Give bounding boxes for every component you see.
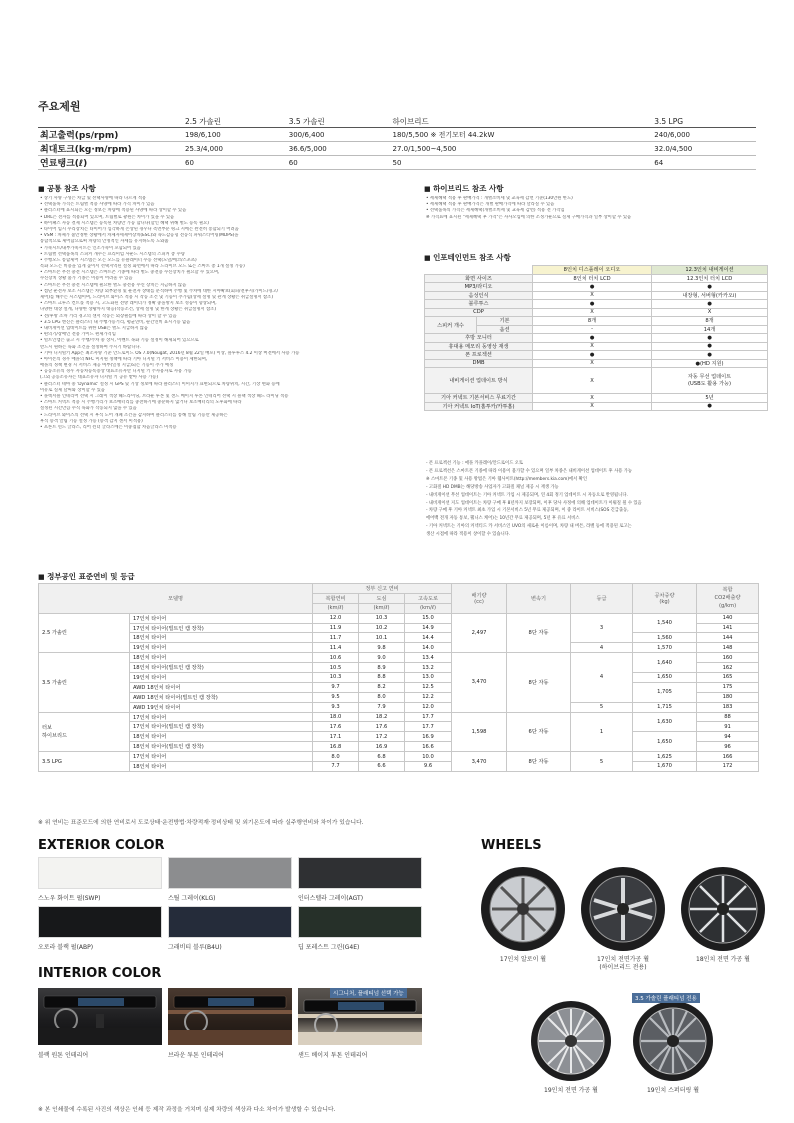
note-line: ※ 가격표에 표시된 "세제혜택 후 가격"은 사사오입에 의한 조정가운으로 실제 구매가격과 일부 상이할 수 있음 bbox=[426, 214, 632, 220]
note-line: 제어)를 해주는 시스템이며, 드라이브 와이즈 적용 시 작동 조건 및 기능이 추가됨(상세 설명 및 관계 상황은 취급설명서 참조) bbox=[40, 295, 273, 300]
note-line: 후석 승객 알림 기능 설정 가능 (승객 감지 센서 미적용) bbox=[40, 418, 143, 424]
common-notes bbox=[40, 196, 416, 431]
note-line: - 차량 구매 후 기아 커넥트 최초 가입 시 기본서비스 5년 무료 제공되며, 이 중 라이트 서비스(SOS 긴급출동, bbox=[426, 508, 629, 514]
specs-table bbox=[38, 116, 756, 170]
note-line: (그외 공동소유자는 대표소유자 디지털 키 공유 받아 사용 가능) bbox=[40, 375, 159, 381]
eco-title: ■ 정부공인 표준연비 및 등급 bbox=[38, 571, 135, 582]
info-notes bbox=[426, 460, 766, 539]
note-line: - 내비게이션 무선 업데이트는 기아 커넥트 가입 시 제공되며, 연 4회 정기 업데이트 시 자동으로 반영됩니다. bbox=[426, 492, 628, 498]
note-line: • 아이폰의 경우 애플의 NFC 미지원 정책에 따라 기아 디지털 키 서비스 이용이 제한되며, bbox=[40, 356, 208, 362]
table-row: AWD 18인치 타이어 9.7 8.2 12.5 1,705 175 bbox=[39, 682, 759, 692]
wheel-label: 19인치 스퍼터링 휠 bbox=[646, 1087, 700, 1094]
note-line: • 내비게이션 업데이트를 위한 USB는 별도 지급하지 않음 bbox=[40, 325, 149, 331]
color-name: 그래비티 블루(B4U) bbox=[168, 944, 222, 951]
color-swatch-deep-forest-green[interactable] bbox=[298, 906, 422, 938]
note-line: • 스마트폰 무선 충전 시스템에 필요한 별도 충전용 수신 장치는 지금하지 않음 bbox=[40, 282, 187, 288]
wheel-label: 18인치 전면 가공 휠 bbox=[696, 956, 750, 963]
wheel-label: (하이브리드 전용) bbox=[599, 964, 647, 971]
eco-note: ※ 위 연비는 표준모드에 의한 연비로서 도로상태·운전방법·차량적재·정비상태 및 외기온도에 따라 실주행연비와 차이가 있습니다. bbox=[38, 820, 364, 826]
interior-label: 블랙 원톤 인테리어 bbox=[38, 1052, 89, 1059]
table-row: 18인치 타이어(빌트인 캠 장착) 10.5 8.9 13.2 162 bbox=[39, 663, 759, 673]
color-swatch-gravity-blue[interactable] bbox=[168, 906, 292, 938]
table-row: 19인치 타이어 11.4 9.8 14.0 4 1,570 148 bbox=[39, 643, 759, 653]
color-swatch-snow-white-pearl[interactable] bbox=[38, 857, 162, 889]
fuel-economy-table: 모델명 정부 신고 연비 배기량 (cc) 변속기 등급 공차중량 (kg) 복합 CO2배출량 (g/km) 복합연비 도심 고속도로 (km/ℓ) (km/ℓ) (km/ℓ) 2.5 가솔린 17인치 타이어 12.0 10.3 15.0 2,497 8단 자동 3 1,540 140 17인치 타이어(빌트인 캠 장착) 11.9 10.2 14.9 141 18인치 타이어 11.7 10.1 14.4 1,560 144 19인치 타이어 11.4 9.8 14.0 4 1,570 148 3.5 가솔린 18인치 타이어 10.6 9.0 13.4 3,470 8단 자동 4 1,640 160 18인치 타이어(빌트인 캠 장착) 10.5 8.9 13.2 162 19인치 타이어 10.3 8.8 13.0 1,650 165 AWD 18인치 타이어 9.7 8.2 12.5 1,705 175 AWD 18인치 타이어(빌트인 캠 장착) 9.5 8.0 12.2 180 AWD 19인치 타이어 9.3 7.9 12.0 5 1,715 183 터보 하이브리드 17인치 타이어 18.0 18.2 17.7 1,598 6단 자동 1 1,630 88 17인치 타이어(빌트인 캠 장착) 17.6 17.6 17.7 91 18인치 타이어 17.1 17.2 16.9 1,650 94 18인치 타이어(빌트인 캠 장착) 16.8 16.9 16.6 96 3.5 LPG 17인치 타이어 8.0 6.8 10.0 3,470 8단 자동 5 1,625 166 18인치 타이어 7.7 6.6 9.6 1,670 172 bbox=[38, 583, 759, 772]
note-line: - 폰 프로젝션은 스마트폰 기종에 따라 이용이 불가할 수 있으며 일부 차종은 내비게이션 업데이트 후 사용 가능 bbox=[426, 468, 633, 474]
note-line: • 전/후방 조차 거리 경고의 센서 작동은 외장필름에 따라 상이 할 수 있음 bbox=[40, 313, 177, 319]
table-row: 17인치 타이어(빌트인 캠 장착) 11.9 10.2 14.9 141 bbox=[39, 623, 759, 633]
color-swatch-aurora-black-pearl[interactable] bbox=[38, 906, 162, 938]
infotainment-table: 8인치 디스플레이 오디오 12.3인치 내비게이션 화면 사이즈 8인치 터치 LCD 12.3인치 터치 LCD MP3/라디오 ● ● 음성인식 X 내장형, 서버형(카카오i) 블루투스 ● ● CDP X X 스피커 개수 기본 8개 8개 옵션 - 14개 후방 모니터 ● ● 휴대용 메모리 동영상 재생 X ● 폰 프로젝션 ● ● DMB X ●(HD 지원) 내비게이션 업데이트 방식 X 자동 무선 업데이트 (USB도 활용 가능) 기아 커넥트 기본서비스 무료기간 X 5년 기아 커넥트 IoT(홈투카/카투홈) X ● bbox=[424, 265, 768, 411]
note-line: • 스마트폰 무선 충전 시스템은 스마트폰 기종에 따라 별도 충전용 수신장치가 필요할 수 있으며, bbox=[40, 270, 220, 276]
note-line: ※ 스마트폰 기종 및 사용 방법은 기아 웹사이트(http://members.kia.com)에서 확인 bbox=[426, 476, 587, 482]
table-row: 터보 하이브리드 17인치 타이어 18.0 18.2 17.7 1,598 6단 자동 1 1,630 88 bbox=[39, 712, 759, 722]
note-line: • 클러스터 테마 중 'Dynamic' 설정 시 GPS 및 기상 정보에 따라 클러스터 이미지가 표현되므로 차량위치, 시간, 기상 변화 등에 bbox=[40, 381, 280, 387]
interior-title: INTERIOR COLOR bbox=[38, 966, 162, 981]
note-line: 에어백 전개 자동 통보, 웰니스 케어)는 10년간 무료 제공되며, 5년 후 유료 서비스 bbox=[426, 516, 580, 522]
specs-row: 최고출력(ps/rpm) 198/6,100 300/6,400 180/5,500 ※ 전기모터 44.2kW 240/6,000 bbox=[38, 128, 756, 142]
note-line: - 폰 프로젝션 기능 : 애플 카플레이/안드로이드 오토 bbox=[426, 461, 524, 466]
note-line: - 고화질 HD DMB는 해당방송 사업자가 고화질 채널 제공 시 재생 가능 bbox=[426, 484, 559, 490]
specs-col: 2.5 가솔린 bbox=[183, 116, 287, 128]
wheel-19-sputtering[interactable] bbox=[632, 1000, 714, 1082]
wheel-17-alloy[interactable] bbox=[480, 866, 566, 952]
note-line: • DRL은 전자를 적용되어 있으며, 트림별로 광원은 차이가 있을 수 있음 bbox=[40, 214, 175, 220]
color-name: 오로라 블랙 펄(ABP) bbox=[38, 944, 94, 951]
interior-label: 샌드 베이지 투톤 인테리어 bbox=[298, 1052, 368, 1059]
specs-col: 하이브리드 bbox=[391, 116, 653, 128]
table-row: 19인치 타이어 10.3 8.8 13.0 1,650 165 bbox=[39, 673, 759, 683]
color-name: 딥 포레스트 그린(G4E) bbox=[298, 944, 360, 951]
table-row: 3.5 가솔린 18인치 타이어 10.6 9.0 13.4 3,470 8단 자동 4 1,640 160 bbox=[39, 653, 759, 663]
table-row: AWD 19인치 타이어 9.3 7.9 12.0 5 1,715 183 bbox=[39, 702, 759, 712]
color-swatch-steel-gray[interactable] bbox=[168, 857, 292, 889]
note-line: 반드시 원하는 녹화 조건을 설정하여 주시기 바랍니다. bbox=[40, 344, 141, 350]
note-line: • 첨단 운전자 보조 시스템은 차량 외부환경 및 운전자 상태를 분석하여 주행 및 주차에 대한 시야확보(회피/전후시/가이드/경고/ bbox=[40, 288, 279, 294]
note-line: • 트림별 선택품목의 스피커 개수는 프리미엄 사운드 시스템의 스피커 총 수량 bbox=[40, 251, 185, 257]
dashboard-illustration bbox=[168, 988, 292, 1045]
note-line: • 공동소유의 경우 자동차등록증상 대표소유자만 디지털 키 주사용자로 사용 가능 bbox=[40, 369, 192, 375]
wheels-title: WHEELS bbox=[481, 838, 542, 853]
table-row: 18인치 타이어 11.7 10.1 14.4 1,560 144 bbox=[39, 633, 759, 643]
note-line: • 가죽시트/내부가죽시트는 인조가죽이 포함되어 있음 bbox=[40, 245, 141, 251]
note-line: • 편의기/장애인 전용 가이드 편제가격임 bbox=[40, 332, 116, 338]
wheel-badge: 3.5 가솔린 플래티넘 전용 bbox=[632, 993, 700, 1003]
note-line: • 선택품목 가격은 트림별 적용 사양에 따라 가격 차이가 있음 bbox=[40, 202, 155, 208]
note-line: 통합적으로 제어함으로써 차량의 안정적인 자세를 유지하도록 도와줌 bbox=[40, 239, 169, 245]
note-line: • 주행모드 통합제어 시스템은 모든 모드를 뉴클레이터 수동 선택(노말/에코/스포츠) bbox=[40, 257, 197, 263]
note-line: • 하이패스 자동 결제 시스템은 등록된 차량만 가능 합니다(할인 혜택 위해 별도 등록 필요) bbox=[40, 220, 209, 226]
note-line: 애플의 정책 변경 시 서비스 제공 여부(일정 지급)되는 기능이 추가 예정 bbox=[40, 363, 174, 369]
table-row: 18인치 타이어(빌트인 캠 장착) 16.8 16.9 16.6 96 bbox=[39, 742, 759, 752]
note-line: • 드라이브 와이즈의 선택 시 후석 도어 개폐 조건을 감지하여 클러스터를 통해 알림 기능만 제공하는 bbox=[40, 412, 228, 418]
note-line: 이유로 실제 날씨와 상이할 수 있음 bbox=[40, 387, 105, 393]
wheel-18-diamond-cut[interactable] bbox=[680, 866, 766, 952]
note-line: • 빌트인캠은 출고 시 주행/주차 중 상시, 이벤트 녹화 기능 설정이 해제되어 있으므로 bbox=[40, 338, 199, 344]
note-line: • 클러스터에 표시되는 모든 정보는 차량에 적용된 사양에 따라 상이할 수 있음 bbox=[40, 208, 187, 214]
color-name: 스노우 화이트 펄(SWP) bbox=[38, 895, 101, 902]
note-line: • 스마트 크루즈 컨트롤 적용 시, 고도화된 전방 레이더가 정확 충돌방지 보조 성능이 향상되며, bbox=[40, 301, 217, 307]
footnote: ※ 본 인쇄물에 수록된 사진의 색상은 인쇄 등 제작 과정을 거치며 실제 차량의 색상과 다소 차이가 발생할 수 있습니다. bbox=[38, 1107, 336, 1113]
note-line: 다양한 대상 설계, 다양한 상황까지 대응(작동조건, 상세 설명 및 한계 상황은 취급설명서 참조) bbox=[40, 307, 217, 313]
note-line: 수신장치 상황 불가 기종은 이용이 어려울 수 있음 bbox=[40, 276, 133, 282]
note-line: • VSM : 차체가 불안정한 상황에서 차체자세제어장치(ESC)와 속도감응형 전동식 파워스티어링(MDPS)을 bbox=[40, 233, 239, 239]
table-row: 18인치 타이어 7.7 6.6 9.6 1,670 172 bbox=[39, 762, 759, 772]
note-line: • 선택품목의 가격은 세제혜택(개별소비세 및 교육세 감면) 적용 전 가격임 bbox=[426, 208, 565, 214]
note-line: • 세제혜택 적용 후 판매가격은 개별 판매가격에 따라 달라질 수 있음 bbox=[426, 202, 555, 208]
wheel-label: 19인치 전면 가공 휠 bbox=[544, 1087, 598, 1094]
wheel-label: 17인치 전면가공 휠 bbox=[596, 956, 650, 963]
note-line: 설정된 시간만큼 수직 녹화가 작동되지 않을 수 있음 bbox=[40, 406, 137, 412]
interior-brown-image[interactable] bbox=[168, 988, 292, 1045]
specs-col: 3.5 LPG bbox=[652, 116, 756, 128]
color-name: 스틸 그레이(KLG) bbox=[168, 895, 216, 902]
hybrid-notes bbox=[426, 196, 766, 221]
specs-row: 연료탱크(ℓ) 60 60 50 64 bbox=[38, 156, 756, 170]
specs-col: 3.5 가솔린 bbox=[287, 116, 391, 128]
note-line: • 타이어 임시 수리장치는 타이어가 심각하게 손상된 경우나 측면부분 펑크 시에는 완전히 봉합되기 어려움 bbox=[40, 226, 239, 232]
note-line: • 스마트 커넥트 적용 시 주행거리가 보조배터리를 충전하기에 충분하지 않거나 보조배터리의 노후화에 따라 bbox=[40, 400, 242, 406]
note-line: • 프론트 윈드 글라스, 리어 윈더 글라스에는 이중접합 차음글라스 미적용 bbox=[40, 424, 177, 430]
note-line: • 3.5 LPG 엔진은 클러스터 내 주행가능거리, 평균연비, 순간연비 표시기능 없음 bbox=[40, 319, 191, 325]
color-name: 인터스텔라 그레이(AGT) bbox=[298, 895, 364, 902]
common-title: ■ 공통 참조 사항 bbox=[38, 183, 96, 194]
color-swatch-interstellar-gray[interactable] bbox=[298, 857, 422, 889]
wheel-label: 17인치 알로이 휠 bbox=[499, 956, 547, 963]
wheel-19-diamond-cut[interactable] bbox=[530, 1000, 612, 1082]
dashboard-illustration bbox=[38, 988, 162, 1045]
interior-black-image[interactable] bbox=[38, 988, 162, 1045]
table-row: 18인치 타이어 17.1 17.2 16.9 1,650 94 bbox=[39, 732, 759, 742]
note-line: - 기아 커넥트는 기아의 커넥티드 카 서비스인 UVO의 새로운 이름이며, 차량 내 버튼, 라벨 등에 적용된 로고는 bbox=[426, 524, 632, 530]
info-title: ■ 인포테인먼트 참조 사항 bbox=[424, 252, 511, 263]
interior-badge: 시그니처, 플래티넘 선택 가능 bbox=[330, 988, 407, 998]
interior-label: 브라운 투톤 인테리어 bbox=[168, 1052, 224, 1059]
note-line: 생산 시점에 따라 적용이 상이할 수 있습니다. bbox=[426, 532, 511, 538]
table-row: 3.5 LPG 17인치 타이어 8.0 6.8 10.0 3,470 8단 자동 5 1,625 166 bbox=[39, 752, 759, 762]
wheel-17-diamond-cut-hybrid[interactable] bbox=[580, 866, 666, 952]
specs-row: 최대토크(kg·m/rpm) 25.3/4,000 36.6/5,000 27.0/1,500~4,500 32.0/4,500 bbox=[38, 142, 756, 156]
note-line: • 상기 사양 구성은 차급 및 선택사양에 따라 다르게 적용 bbox=[40, 196, 147, 201]
note-line: 특화 모드는 비용을 입게 높이서 선택지역된 설정 화면에서 따라 드라이브 모드 또는 스마트 총 1개 설정 가능) bbox=[40, 264, 245, 270]
note-line: • 세제혜택 적용 후 판매가격 : 개별소비세 및 교육세 감면 기준(130만원 한도) bbox=[426, 196, 573, 201]
exterior-title: EXTERIOR COLOR bbox=[38, 838, 165, 853]
note-line: • 플렉서블 인테리어 선택 시 그레이 색상 헤드라이닝, 브라운 투톤 및 샌드 베이지 투톤 인테리어 선택 시 블랙 색상 헤드 라이닝 적용 bbox=[40, 394, 289, 399]
note-line: • 기아 디지털키 App은 최소사양 기준 안드로이드 OS 7.0(Nougat, 2016년 8월 22일 배포) 이상, 블루투스 4.2 이상 버전에서 사용 가능 bbox=[40, 350, 300, 356]
table-row: 2.5 가솔린 17인치 타이어 12.0 10.3 15.0 2,497 8단 자동 3 1,540 140 bbox=[39, 613, 759, 623]
table-row: 17인치 타이어(빌트인 캠 장착) 17.6 17.6 17.7 91 bbox=[39, 722, 759, 732]
hybrid-title: ■ 하이브리드 참조 사항 bbox=[424, 183, 504, 194]
table-row: AWD 18인치 타이어(빌트인 캠 장착) 9.5 8.0 12.2 180 bbox=[39, 692, 759, 702]
note-line: - 내비게이션 지도 업데이트는 차량 구매 후 8년까지 보장되며, 이후 당사 사정에 의해 업데이트가 이뤄질 될 수 있음 bbox=[426, 500, 642, 506]
specs-title: 주요제원 bbox=[38, 100, 81, 113]
